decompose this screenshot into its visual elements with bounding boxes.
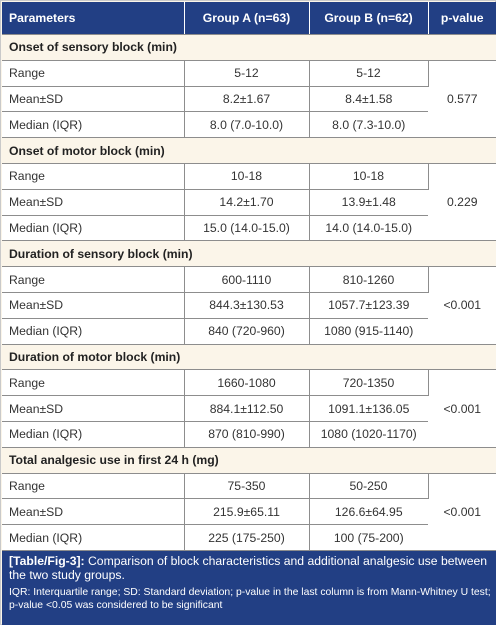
table-row xyxy=(2,163,496,189)
row-label: Median (IQR) xyxy=(2,112,184,138)
group-b-value: 10-18 xyxy=(309,163,428,189)
group-a-value: 10-18 xyxy=(184,163,309,189)
header-row xyxy=(2,2,496,35)
row-label: Mean±SD xyxy=(2,86,184,112)
caption-title: [Table/Fig-3]: xyxy=(9,554,85,568)
table-row xyxy=(2,473,496,499)
table-row xyxy=(2,60,496,86)
table-row xyxy=(2,215,496,241)
row-label: Median (IQR) xyxy=(2,525,184,551)
row-label: Range xyxy=(2,267,184,293)
row-label: Median (IQR) xyxy=(2,421,184,447)
group-a-value: 75-350 xyxy=(184,473,309,499)
group-a-value: 1660-1080 xyxy=(184,370,309,396)
group-a-value: 600-1110 xyxy=(184,267,309,293)
section-title: Onset of sensory block (min) xyxy=(2,35,496,61)
section-title: Duration of motor block (min) xyxy=(2,344,496,370)
group-a-value: 844.3±130.53 xyxy=(184,292,309,318)
group-a-value: 884.1±112.50 xyxy=(184,396,309,422)
section-title: Duration of sensory block (min) xyxy=(2,241,496,267)
section-title: Total analgesic use in first 24 h (mg) xyxy=(2,447,496,473)
group-b-value: 810-1260 xyxy=(309,267,428,293)
row-label: Mean±SD xyxy=(2,499,184,525)
group-a-value: 8.2±1.67 xyxy=(184,86,309,112)
header-group-b: Group B (n=62) xyxy=(309,2,428,35)
table-row xyxy=(2,370,496,396)
group-b-value: 13.9±1.48 xyxy=(309,189,428,215)
row-label: Mean±SD xyxy=(2,189,184,215)
row-label: Range xyxy=(2,60,184,86)
section-row xyxy=(2,344,496,370)
table-row xyxy=(2,396,496,422)
group-a-value: 8.0 (7.0-10.0) xyxy=(184,112,309,138)
group-a-value: 5-12 xyxy=(184,60,309,86)
section-row xyxy=(2,35,496,61)
group-a-value: 870 (810-990) xyxy=(184,421,309,447)
group-b-value: 50-250 xyxy=(309,473,428,499)
header-p-value: p-value xyxy=(428,2,496,35)
group-b-value: 5-12 xyxy=(309,60,428,86)
section-row xyxy=(2,138,496,164)
figure-caption xyxy=(2,551,496,625)
group-b-value: 8.0 (7.3-10.0) xyxy=(309,112,428,138)
table-row xyxy=(2,525,496,551)
group-b-value: 126.6±64.95 xyxy=(309,499,428,525)
group-b-value: 1080 (915-1140) xyxy=(309,318,428,344)
group-a-value: 225 (175-250) xyxy=(184,525,309,551)
table-row xyxy=(2,499,496,525)
p-value-cell: <0.001 xyxy=(428,473,496,550)
group-a-value: 215.9±65.11 xyxy=(184,499,309,525)
section-title: Onset of motor block (min) xyxy=(2,138,496,164)
group-b-value: 8.4±1.58 xyxy=(309,86,428,112)
row-label: Range xyxy=(2,370,184,396)
table-row xyxy=(2,318,496,344)
group-b-value: 1080 (1020-1170) xyxy=(309,421,428,447)
row-label: Mean±SD xyxy=(2,396,184,422)
row-label: Median (IQR) xyxy=(2,215,184,241)
results-table xyxy=(2,2,496,551)
row-label: Median (IQR) xyxy=(2,318,184,344)
p-value-cell: <0.001 xyxy=(428,370,496,447)
table-row xyxy=(2,189,496,215)
row-label: Range xyxy=(2,473,184,499)
section-row xyxy=(2,241,496,267)
group-a-value: 14.2±1.70 xyxy=(184,189,309,215)
table-row xyxy=(2,86,496,112)
group-b-value: 1057.7±123.39 xyxy=(309,292,428,318)
group-b-value: 14.0 (14.0-15.0) xyxy=(309,215,428,241)
table-row xyxy=(2,421,496,447)
group-b-value: 720-1350 xyxy=(309,370,428,396)
row-label: Range xyxy=(2,163,184,189)
group-a-value: 840 (720-960) xyxy=(184,318,309,344)
table-row xyxy=(2,267,496,293)
section-row xyxy=(2,447,496,473)
p-value-cell: 0.229 xyxy=(428,163,496,240)
table-row xyxy=(2,292,496,318)
header-parameters: Parameters xyxy=(2,2,184,35)
caption-description: Comparison of block characteristics and additional analgesic use between the two study groups. xyxy=(9,554,488,582)
header-group-a: Group A (n=63) xyxy=(184,2,309,35)
p-value-cell: 0.577 xyxy=(428,60,496,137)
group-a-value: 15.0 (14.0-15.0) xyxy=(184,215,309,241)
row-label: Mean±SD xyxy=(2,292,184,318)
caption-text xyxy=(9,554,489,582)
caption-note: IQR: Interquartile range; SD: Standard deviation; p-value in the last column is from Mann-Whitney U test; p-value <0.05 was considered to be significant xyxy=(9,587,491,611)
table-row xyxy=(2,112,496,138)
group-b-value: 100 (75-200) xyxy=(309,525,428,551)
group-b-value: 1091.1±136.05 xyxy=(309,396,428,422)
p-value-cell: <0.001 xyxy=(428,267,496,344)
